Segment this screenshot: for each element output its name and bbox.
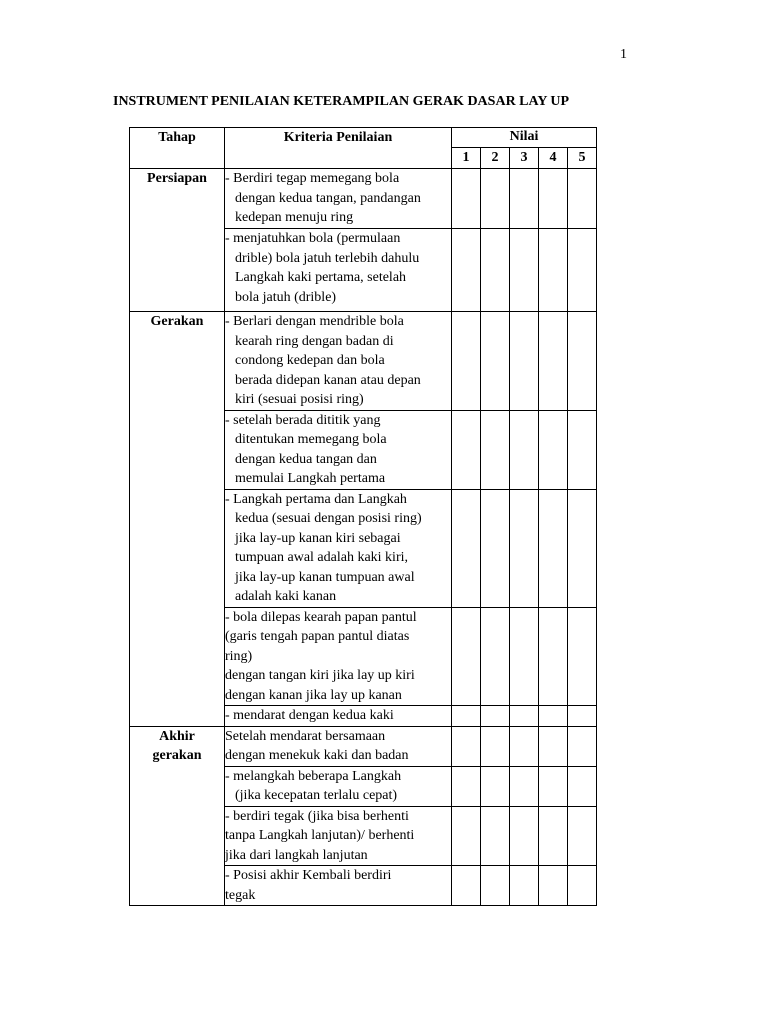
criteria-line: kedepan menuju ring xyxy=(235,210,354,225)
score-cell-4[interactable] xyxy=(539,312,568,411)
score-cell-2[interactable] xyxy=(481,806,510,866)
criteria-cell xyxy=(225,607,452,706)
score-cell-3[interactable] xyxy=(510,410,539,489)
score-cell-2[interactable] xyxy=(481,229,510,312)
criteria-cell xyxy=(225,806,452,866)
criteria-line: - melangkah beberapa Langkah xyxy=(225,768,402,784)
score-cell-5[interactable] xyxy=(568,169,597,229)
header-score-1: 1 xyxy=(452,148,481,169)
criteria-line: jika lay-up kanan kiri sebagai xyxy=(235,530,401,546)
score-cell-3[interactable] xyxy=(510,866,539,906)
header-score-2: 2 xyxy=(481,148,510,169)
score-cell-5[interactable] xyxy=(568,410,597,489)
criteria-line: - berdiri tegak (jika bisa berhenti xyxy=(225,808,409,824)
score-cell-5[interactable] xyxy=(568,806,597,866)
header-kriteria: Kriteria Penilaian xyxy=(225,128,452,169)
criteria-line: - menjatuhkan bola (permulaan xyxy=(225,231,401,246)
criteria-cell xyxy=(225,312,452,411)
criteria-line: condong kedepan dan bola xyxy=(235,353,385,368)
score-cell-3[interactable] xyxy=(510,229,539,312)
header-score-5: 5 xyxy=(568,148,597,169)
score-cell-4[interactable] xyxy=(539,806,568,866)
score-cell-2[interactable] xyxy=(481,410,510,489)
score-cell-5[interactable] xyxy=(568,489,597,607)
criteria-cell xyxy=(225,229,452,312)
stage-name-line: Akhir xyxy=(159,728,195,744)
page-number: 1 xyxy=(620,47,627,62)
score-cell-5[interactable] xyxy=(568,607,597,706)
criteria-line: dengan kanan jika lay up kanan xyxy=(225,687,402,703)
score-cell-1[interactable] xyxy=(452,607,481,706)
score-cell-1[interactable] xyxy=(452,229,481,312)
stage-cell xyxy=(130,726,225,906)
criteria-line: drible) bola jatuh terlebih dahulu xyxy=(235,250,420,266)
header-score-3: 3 xyxy=(510,148,539,169)
score-cell-3[interactable] xyxy=(510,726,539,766)
criteria-line: - mendarat dengan kedua kaki xyxy=(225,708,394,723)
criteria-line: memulai Langkah pertama xyxy=(235,471,386,486)
criteria-line: kearah ring dengan badan di xyxy=(235,333,394,349)
score-cell-4[interactable] xyxy=(539,607,568,706)
stage-name: Gerakan xyxy=(150,314,204,329)
table-row xyxy=(130,312,597,411)
criteria-cell xyxy=(225,766,452,806)
criteria-cell xyxy=(225,169,452,229)
score-cell-3[interactable] xyxy=(510,766,539,806)
criteria-line: tegak xyxy=(225,887,256,903)
score-cell-4[interactable] xyxy=(539,410,568,489)
score-cell-1[interactable] xyxy=(452,706,481,727)
score-cell-1[interactable] xyxy=(452,169,481,229)
criteria-line: tumpuan awal adalah kaki kiri, xyxy=(235,550,408,565)
criteria-line: dengan tangan kiri jika lay up kiri xyxy=(225,668,415,683)
score-cell-1[interactable] xyxy=(452,806,481,866)
score-cell-3[interactable] xyxy=(510,312,539,411)
score-cell-2[interactable] xyxy=(481,866,510,906)
score-cell-5[interactable] xyxy=(568,726,597,766)
criteria-cell xyxy=(225,410,452,489)
header-nilai: Nilai xyxy=(452,128,597,148)
score-cell-1[interactable] xyxy=(452,489,481,607)
score-cell-4[interactable] xyxy=(539,726,568,766)
score-cell-1[interactable] xyxy=(452,312,481,411)
score-cell-5[interactable] xyxy=(568,229,597,312)
score-cell-5[interactable] xyxy=(568,866,597,906)
criteria-line: dengan kedua tangan, pandangan xyxy=(235,190,421,206)
table-row xyxy=(130,726,597,766)
criteria-line: dengan menekuk kaki dan badan xyxy=(225,748,409,763)
criteria-line: - Berlari dengan mendrible bola xyxy=(225,314,404,329)
criteria-line: - Berdiri tegap memegang bola xyxy=(225,171,400,186)
stage-cell xyxy=(130,169,225,312)
score-cell-2[interactable] xyxy=(481,726,510,766)
criteria-line: - Langkah pertama dan Langkah xyxy=(225,491,407,507)
criteria-line: Langkah kaki pertama, setelah xyxy=(235,270,407,285)
score-cell-3[interactable] xyxy=(510,169,539,229)
criteria-line: adalah kaki kanan xyxy=(235,589,337,604)
score-cell-1[interactable] xyxy=(452,866,481,906)
score-cell-4[interactable] xyxy=(539,866,568,906)
criteria-line: (jika kecepatan terlalu cepat) xyxy=(235,788,398,803)
stage-cell xyxy=(130,312,225,727)
score-cell-1[interactable] xyxy=(452,766,481,806)
assessment-table xyxy=(129,127,597,906)
table-body xyxy=(130,169,597,906)
criteria-line: tanpa Langkah lanjutan)/ berhenti xyxy=(225,828,415,843)
criteria-line: - bola dilepas kearah papan pantul xyxy=(225,609,417,625)
criteria-line: berada didepan kanan atau depan xyxy=(235,372,421,388)
score-cell-4[interactable] xyxy=(539,169,568,229)
criteria-cell xyxy=(225,726,452,766)
criteria-line: - setelah berada dititik yang xyxy=(225,412,381,428)
score-cell-3[interactable] xyxy=(510,706,539,727)
criteria-line: kiri (sesuai posisi ring) xyxy=(235,392,364,407)
criteria-line: kedua (sesuai dengan posisi ring) xyxy=(235,511,422,526)
score-cell-2[interactable] xyxy=(481,607,510,706)
stage-name: Persiapan xyxy=(147,171,207,186)
score-cell-2[interactable] xyxy=(481,489,510,607)
header-tahap: Tahap xyxy=(130,128,225,169)
score-cell-5[interactable] xyxy=(568,766,597,806)
score-cell-3[interactable] xyxy=(510,806,539,866)
stage-name-line: gerakan xyxy=(152,748,202,763)
criteria-line: (garis tengah papan pantul diatas xyxy=(225,629,410,644)
score-cell-2[interactable] xyxy=(481,169,510,229)
score-cell-2[interactable] xyxy=(481,312,510,411)
score-cell-3[interactable] xyxy=(510,489,539,607)
criteria-cell xyxy=(225,706,452,727)
criteria-line: - Posisi akhir Kembali berdiri xyxy=(225,868,392,883)
table-row xyxy=(130,169,597,229)
score-cell-2[interactable] xyxy=(481,706,510,727)
header-score-4: 4 xyxy=(539,148,568,169)
score-cell-4[interactable] xyxy=(539,489,568,607)
score-cell-5[interactable] xyxy=(568,706,597,727)
criteria-line: jika dari langkah lanjutan xyxy=(225,847,368,863)
score-cell-2[interactable] xyxy=(481,766,510,806)
score-cell-4[interactable] xyxy=(539,229,568,312)
criteria-line: dengan kedua tangan dan xyxy=(235,451,377,467)
criteria-line: jika lay-up kanan tumpuan awal xyxy=(235,569,415,585)
criteria-cell xyxy=(225,489,452,607)
score-cell-4[interactable] xyxy=(539,706,568,727)
score-cell-4[interactable] xyxy=(539,766,568,806)
criteria-line: bola jatuh (drible) xyxy=(235,289,337,305)
criteria-line: ditentukan memegang bola xyxy=(235,432,387,447)
score-cell-5[interactable] xyxy=(568,312,597,411)
score-cell-1[interactable] xyxy=(452,726,481,766)
criteria-line: Setelah mendarat bersamaan xyxy=(225,728,386,744)
score-cell-3[interactable] xyxy=(510,607,539,706)
score-cell-1[interactable] xyxy=(452,410,481,489)
criteria-cell xyxy=(225,866,452,906)
criteria-line: ring) xyxy=(225,648,253,664)
document-title: INSTRUMENT PENILAIAN KETERAMPILAN GERAK DASAR LAY UP xyxy=(113,94,570,109)
